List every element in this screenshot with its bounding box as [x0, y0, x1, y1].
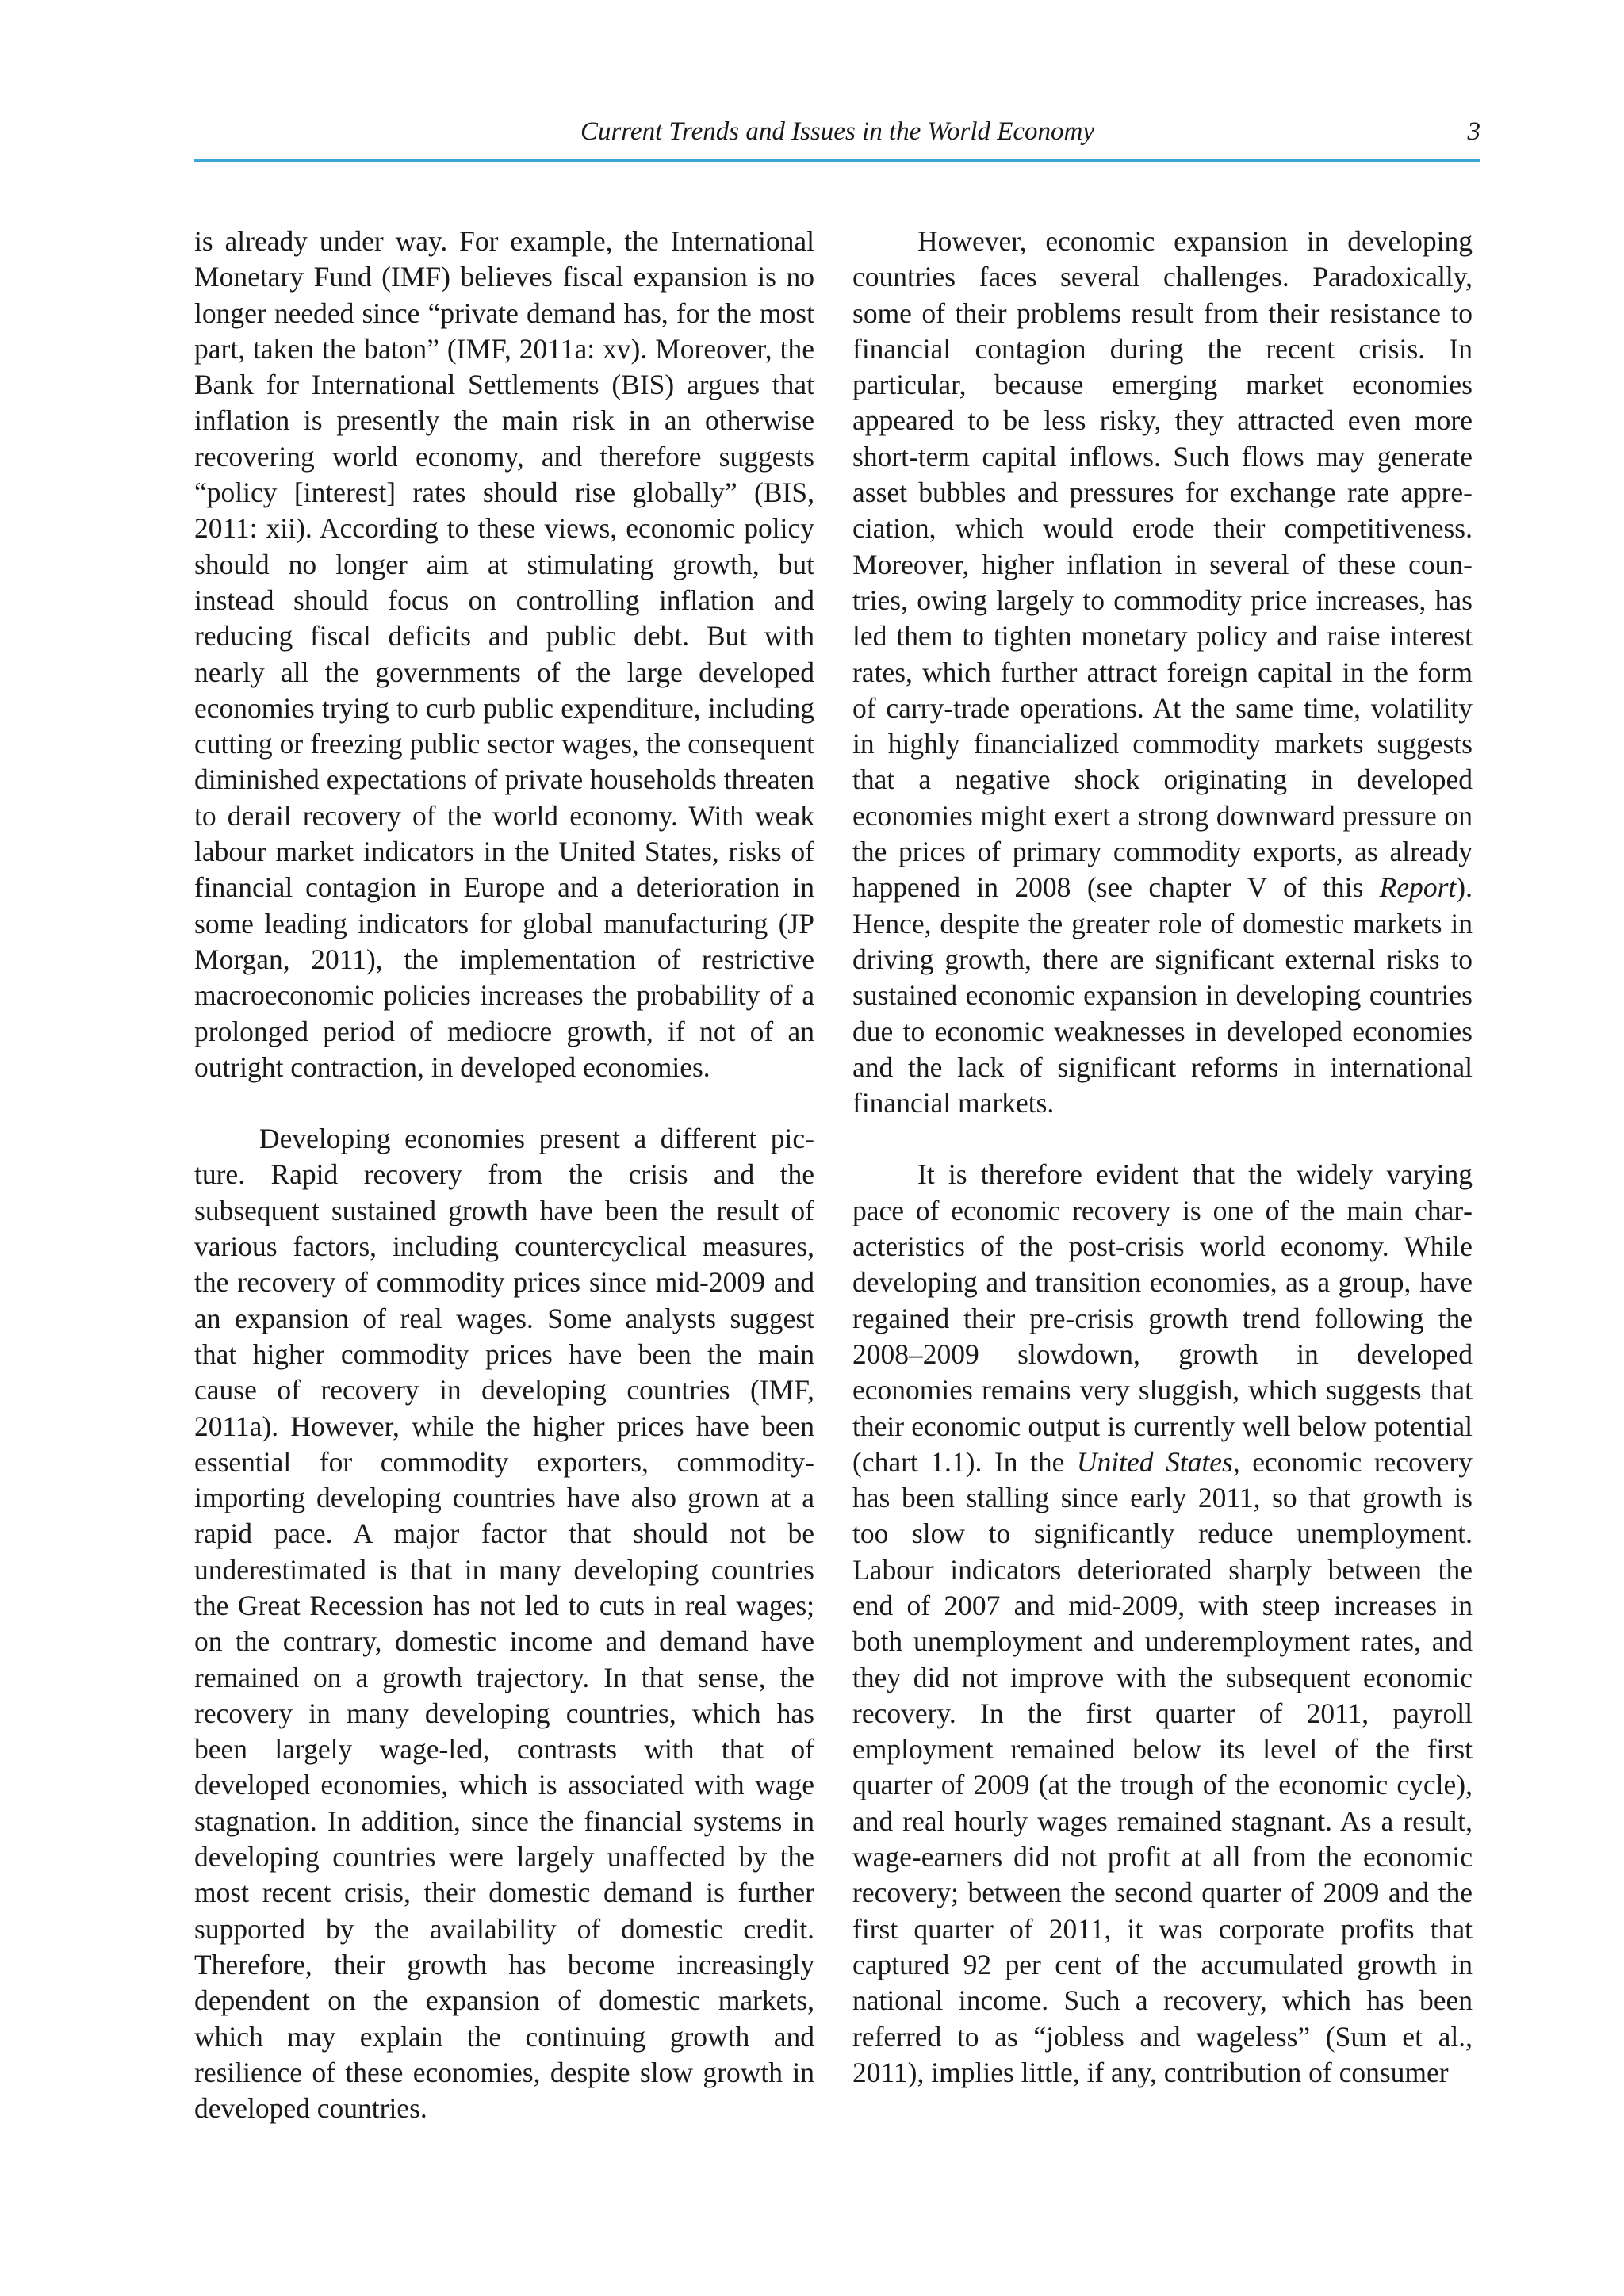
right-paragraph-2-text-a: It is therefore evident that the widely varying pace of economic recovery is one of the main characteristics of the post-crisis world economy. While developing and transition economies, as a group, have regained their pre-crisis growth trend following the 2008–2009 slowdown, growth in developed economies remains very sluggish, which suggests that their economic output is currently well below potential (chart 1.1). In the [852, 1158, 1473, 1478]
right-paragraph-2 [852, 1157, 1473, 2091]
report-italic: Report [1379, 871, 1457, 904]
right-paragraph-1-text-a: However, economic expansion in developing countries faces several challenges. Paradoxically, some of their problems result from their resistance to financial contagion during the recent crisis. In particular, because emerging market economies appeared to be less risky, they attracted even more short-term capital inflows. Such flows may generate asset bubbles and pressures for exchange rate appreciation, which would erode their competitiveness. Moreover, higher inflation in several of these countries, owing largely to commodity price increases, has led them to tighten monetary policy and raise interest rates, which further attract foreign capital in the form of carry-trade operations. At the same time, volatility in highly financialized commodity markets suggests that a negative shock originating in developed economies might exert a strong downward pressure on the prices of primary commodity exports, as already happened in 2008 (see chapter V of this [852, 225, 1473, 904]
united-states-italic: United States [1076, 1445, 1233, 1478]
left-column [194, 224, 814, 2126]
right-paragraph-2-text-b: , economic recovery has been stalling since early 2011, so that growth is too slow to significantly reduce unemployment. Labour indicators deteriorated sharply between the end of 2007 and mid-2009, with steep increases in both unemployment and underemployment rates, and they did not improve with the subsequent economic recovery. In the first quarter of 2011, payroll employment remained below its level of the first quarter of 2009 (at the trough of the economic cycle), and real hourly wages remained stagnant. As a result, wage-earners did not profit at all from the economic recovery; between the second quarter of 2009 and the first quarter of 2011, it was corporate profits that captured 92 per cent of the accumulated growth in national income. Such a recovery, which has been referred to as “jobless and wageless” (Sum et al., 2011), implies little, if any, contribution of consumer [852, 1445, 1473, 2088]
right-paragraph-1 [852, 224, 1473, 1121]
left-paragraph-1: is already under way. For example, the International Monetary Fund (IMF) believes fiscal expansion is no longer needed since “private demand has, for the most part, taken the baton” (IMF, 2011a: xv). Moreover, the Bank for International Settlements (BIS) argues that inflation is presently the main risk in an otherwise recovering world economy, and therefore suggests “policy [interest] rates should rise globally” (BIS, 2011: xii). According to these views, economic policy should no longer aim at stimulating growth, but instead should focus on controlling inflation and reducing fiscal deficits and public debt. But with nearly all the governments of the large developed economies trying to curb public expenditure, including cutting or freezing public sector wages, the consequent diminished expectations of private households threaten to derail recovery of the world economy. With weak labour market indicators in the United States, risks of financial contagion in Europe and a deterioration in some leading indicators for global manufacturing (JP Morgan, 2011), the implementation of restrictive macroeconomic policies increases the probability of a prolonged period of mediocre growth, if not of an outright contraction, in developed economies. [194, 225, 814, 1083]
left-paragraph-2: Developing economies present a different picture. Rapid recovery from the crisis and the subsequent sustained growth have been the result of various factors, including countercyclical measures, the recovery of commodity prices since mid-2009 and an expansion of real wages. Some analysts suggest that higher commodity prices have been the main cause of recovery in developing countries (IMF, 2011a). However, while the higher prices have been essential for commodity exporters, commodity-importing developing countries have also grown at a rapid pace. A major factor that should not be underestimated is that in many developing countries the Great Recession has not led to cuts in real wages; on the contrary, domestic income and demand have remained on a growth trajectory. In that sense, the recovery in many developing countries, which has been largely wage-led, contrasts with that of developed economies, which is associated with wage stagnation. In addition, since the financial systems in developing countries were largely unaffected by the most recent crisis, their domestic demand is further supported by the availability of domestic credit. Therefore, their growth has become increasingly dependent on the expansion of domestic markets, which may explain the continuing growth and resilience of these economies, despite slow growth in developed countries. [194, 1123, 814, 2125]
running-header [194, 116, 1480, 155]
right-paragraph-1-text-b: ). Hence, despite the greater role of domestic markets in driving growth, there are significant external risks to sustained economic expansion in developing countries due to economic weaknesses in developed economies and the lack of significant reforms in international financial markets. [852, 871, 1473, 1119]
right-column [852, 224, 1473, 2091]
running-title: Current Trends and Issues in the World Economy [580, 117, 1095, 146]
page-number: 3 [1467, 117, 1480, 146]
header-rule [194, 159, 1480, 162]
